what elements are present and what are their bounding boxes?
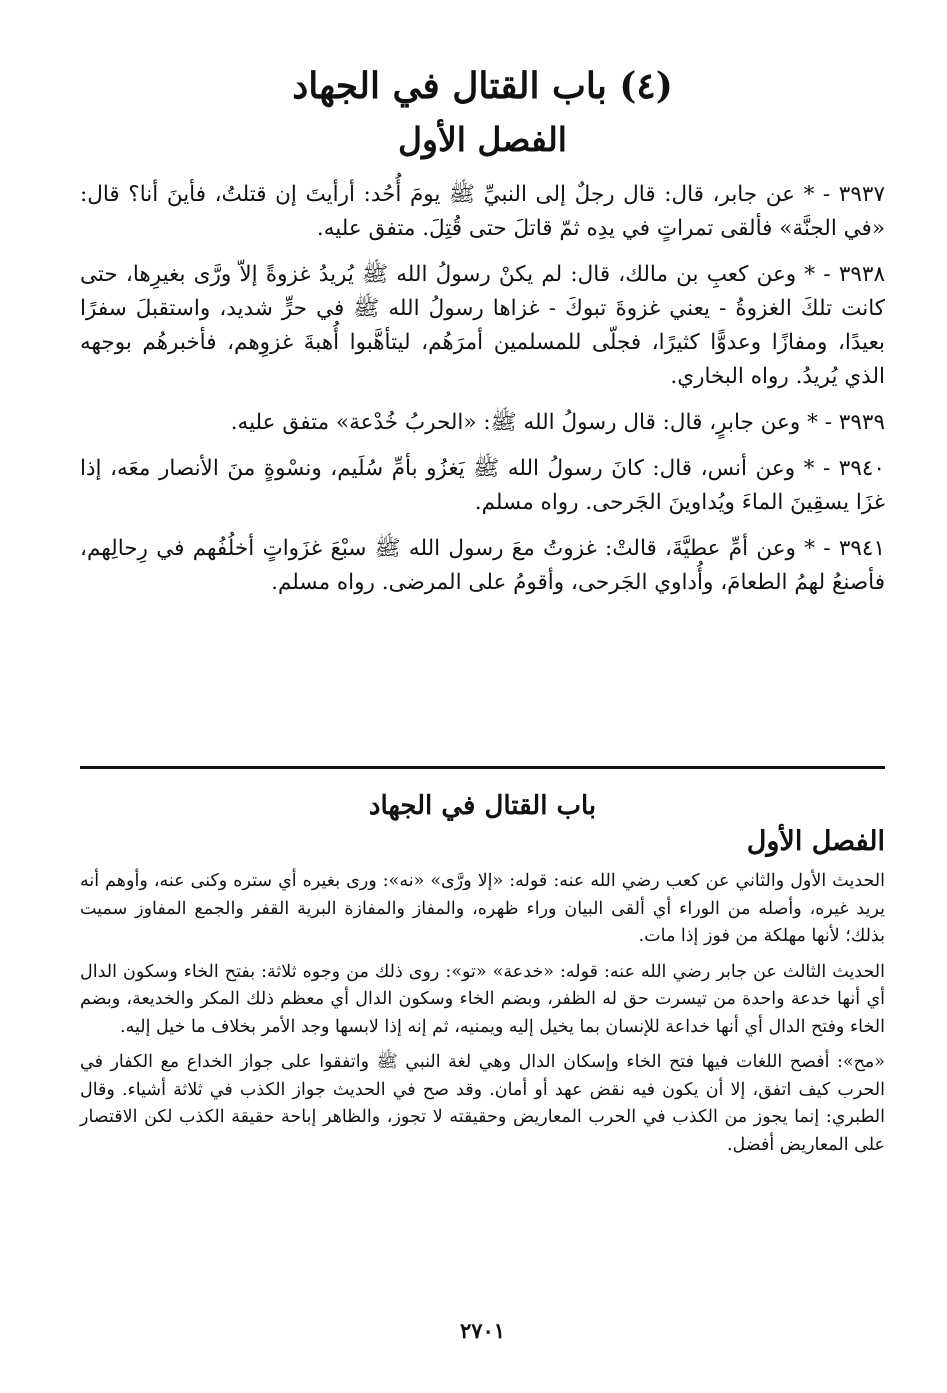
hadith-number: ٣٩٣٨ - * (804, 262, 886, 287)
hadith-text: وعن أمِّ عطيَّةَ، قالتْ: غزوتُ معَ رسول الله ﷺ سبْعَ غزَواتٍ أخلُفُهم في رِحالِهم، فأصنعُ لهمُ الطعامَ، وأُداوي الجَرحى، وأقومُ على المرضى. رواه مسلم. (80, 536, 885, 595)
hadith-3938 (80, 258, 885, 394)
section-title: الفصل الأول (398, 120, 567, 159)
hadith-number: ٣٩٤١ - * (804, 536, 886, 561)
hadith-3937 (80, 178, 885, 246)
hadith-text: وعن أنس، قال: كانَ رسولُ الله ﷺ يَغزُو بأمِّ سُلَيم، ونسْوةٍ منَ الأنصار معَه، إذا غزَا يسقِينَ الماءَ ويُداوينَ الجَرحى. رواه مسلم. (80, 456, 885, 515)
hadith-text: وعن جابرٍ، قال: قال رسولُ الله ﷺ: «الحربُ خُدْعة» متفق عليه. (230, 410, 801, 435)
page-number: ٢٧٠١ (459, 1318, 506, 1343)
hadith-list (80, 178, 885, 612)
hadith-3941 (80, 532, 885, 600)
book-page (80, 0, 885, 1393)
hadith-3940 (80, 452, 885, 520)
chapter-title: (٤) باب القتال في الجهاد (292, 65, 673, 107)
hadith-3939 (80, 406, 885, 440)
hadith-number: ٣٩٣٧ - * (803, 182, 885, 207)
commentary-paragraph: الحديث الثالث عن جابر رضي الله عنه: قوله: «خدعة» «تو»: روى ذلك من وجوه ثلاثة: بفتح الخاء وسكون الدال أي أنها خدعة واحدة من تيسرت حق له الظفر، وبضم الخاء وسكون الدال أي معظم ذلك المكر والخديعة، وبضم الخاء وفتح الدال أي أنها خداعة للإنسان بما يخيل إليه ويمنيه، ثم إنه إذا لابسها وجد الأمر بخلاف ما خيل إليه. (80, 961, 885, 1037)
section-divider (80, 766, 885, 769)
hadith-text: عن جابر، قال: قال رجلٌ إلى النبيِّ ﷺ يومَ أُحُد: أرأيتَ إن قتلتُ، فأينَ أنا؟ قال: «في الجنَّة» فألقى تمراتٍ في يدِه ثمّ قاتلَ حتى قُتِلَ. متفق عليه. (80, 182, 885, 241)
hadith-number: ٣٩٣٩ - * (807, 410, 885, 435)
commentary-paragraph: الحديث الأول والثاني عن كعب رضي الله عنه: قوله: «إلا ورَّى» «نه»: ورى بغيره أي ستره وكنى عنه، وأوهم أنه يريد غيره، وأصله من الوراء أي ألقى البيان وراء ظهره، والمفاز والمفازة البرية القفر والجمع المفاوز سميت بذلك؛ لأنها مهلكة من فوز إذا مات. (80, 871, 885, 946)
commentary-paragraph: «مح»: أفصح اللغات فيها فتح الخاء وإسكان الدال وهي لغة النبي ﷺ واتفقوا على جواز الخداع مع الكفار في الحرب كيف اتفق، إلا أن يكون فيه نقض عهد أو أمان. وقد صح في الحديث جواز الكذب في ثلاثة أشياء. وقال الطبري: إنما يجوز من الكذب في الحرب المعاريض وحقيقته لا تجوز، والظاهر إباحة حقيقة الكذب لكن الاقتصار على المعاريض أفضل. (80, 1052, 885, 1155)
commentary-section-heading: الفصل الأول (746, 826, 885, 857)
hadith-number: ٣٩٤٠ - * (803, 456, 885, 481)
commentary-body (80, 868, 885, 1167)
hadith-text: وعن كعبِ بن مالك، قال: لم يكنْ رسولُ الله ﷺ يُريدُ غزوةً إلاّ ورَّى بغيرِها، حتى كانت تلكَ الغزوةُ - يعني غزوةَ تبوكَ - غزاها رسولُ الله ﷺ في حرٍّ شديد، واستقبلَ سفرًا بعيدًا، ومفازًا وعدوًّا كثيرًا، فجلّى للمسلمين أمرَهُم، ليتأهَّبوا أُهبةَ غزوِهم، فأخبرهُم بوجهه الذي يُريدُ. رواه البخاري. (80, 262, 885, 389)
commentary-title: باب القتال في الجهاد (368, 791, 597, 821)
